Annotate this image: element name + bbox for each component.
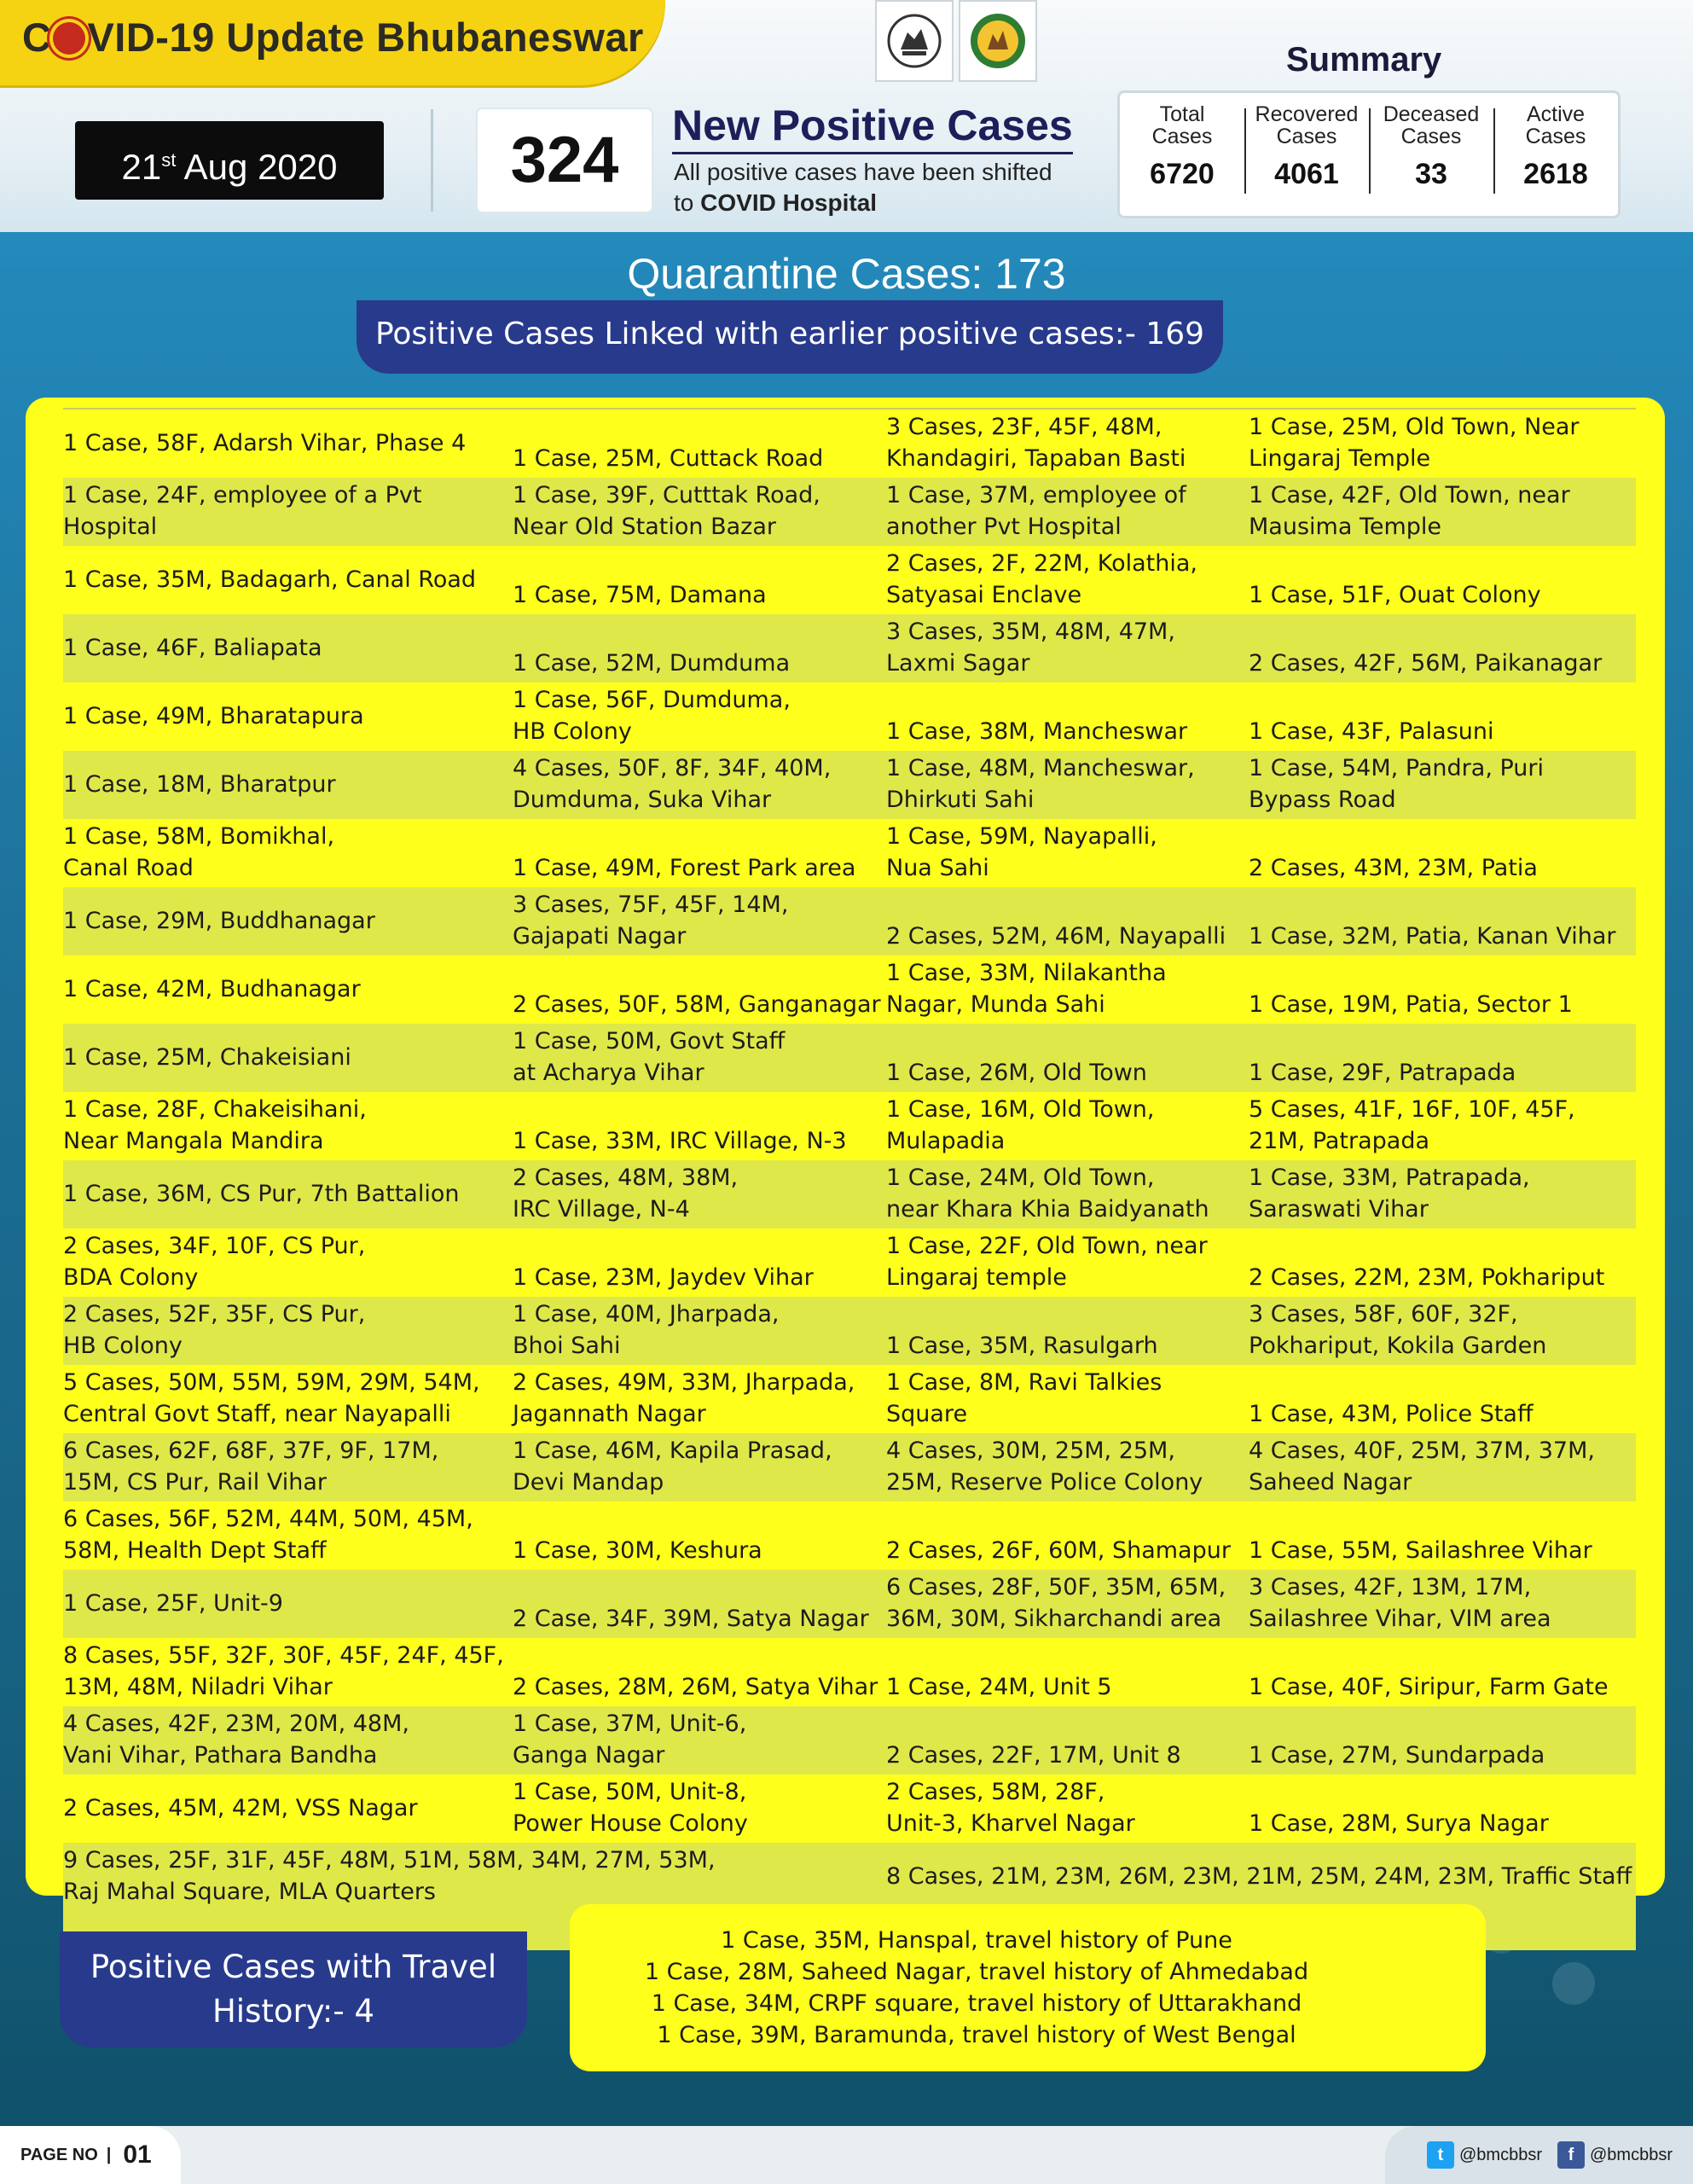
- summary-label: Total Cases: [1151, 102, 1213, 148]
- table-cell: 1 Case, 54M, Pandra, Puri Bypass Road: [1249, 755, 1545, 813]
- table-cell: 2 Cases, 52M, 46M, Nayapalli: [886, 923, 1226, 950]
- table-cell: 1 Case, 58F, Adarsh Vihar, Phase 4: [63, 429, 467, 456]
- table-cell: 4 Cases, 30M, 25M, 25M, 25M, Reserve Police Colony: [886, 1438, 1203, 1496]
- table-cell: 2 Cases, 43M, 23M, Patia: [1249, 855, 1538, 881]
- travel-cases-list: [570, 1904, 1486, 2071]
- table-cell: 1 Case, 37M, employee of another Pvt Hospital: [886, 482, 1186, 540]
- summary-label: Recovered Cases: [1255, 102, 1359, 148]
- table-cell: 2 Cases, 22F, 17M, Unit 8: [886, 1742, 1181, 1769]
- cases-table: [26, 398, 1665, 1905]
- new-cases-note: [674, 157, 1066, 218]
- table-cell: 1 Case, 42F, Old Town, near Mausima Temple: [1249, 482, 1570, 540]
- summary-value: 4061: [1274, 158, 1339, 190]
- table-cell: 2 Cases, 42F, 56M, Paikanagar: [1249, 650, 1603, 677]
- table-cell: 1 Case, 28M, Surya Nagar: [1249, 1810, 1549, 1837]
- table-cell: 1 Case, 24M, Unit 5: [886, 1674, 1112, 1700]
- date-day: 21: [121, 147, 162, 187]
- table-cell: 1 Case, 37M, Unit-6, Ganga Nagar: [513, 1711, 747, 1769]
- table-row: [63, 1638, 1636, 1706]
- table-cell: 1 Case, 33M, Patrapada, Saraswati Vihar: [1249, 1165, 1530, 1223]
- travel-item: 1 Case, 34M, CRPF square, travel history of Uttarakhand: [651, 1990, 1302, 2017]
- new-cases-title: New Positive Cases: [672, 101, 1073, 154]
- table-cell: 4 Cases, 40F, 25M, 37M, 37M, Saheed Nagar: [1249, 1438, 1595, 1496]
- page-title: [22, 14, 644, 61]
- summary-label: Active Cases: [1525, 102, 1586, 148]
- table-cell: 2 Cases, 2F, 22M, Kolathia, Satyasai Enclave: [886, 550, 1198, 608]
- table-cell: 5 Cases, 50M, 55M, 59M, 29M, 54M, Central Govt Staff, near Nayapalli: [63, 1369, 480, 1427]
- table-row: [63, 751, 1636, 819]
- table-cell: 3 Cases, 58F, 60F, 32F, Pokhariput, Kokila Garden: [1249, 1301, 1547, 1359]
- title-banner: [0, 0, 665, 85]
- table-cell: 1 Case, 28F, Chakeisihani, Near Mangala Mandira: [63, 1096, 367, 1154]
- travel-item: 1 Case, 28M, Saheed Nagar, travel history of Ahmedabad: [644, 1959, 1309, 1985]
- table-cell: 4 Cases, 42F, 23M, 20M, 48M, Vani Vihar, Pathara Bandha: [63, 1711, 409, 1769]
- table-row: [63, 546, 1636, 614]
- table-cell: 1 Case, 50M, Unit-8, Power House Colony: [513, 1779, 748, 1837]
- table-cell: 2 Cases, 52F, 35F, CS Pur, HB Colony: [63, 1301, 366, 1359]
- note-line: All positive cases have been shifted: [674, 159, 1052, 185]
- table-cell: 2 Cases, 45M, 42M, VSS Nagar: [63, 1794, 418, 1821]
- table-cell: 1 Case, 24F, employee of a Pvt Hospital: [63, 482, 422, 540]
- page-number: 01: [123, 2140, 152, 2169]
- twitter-handle: @bmcbbsr: [1459, 2145, 1542, 2164]
- cases-table-body: [63, 408, 1636, 1950]
- table-cell: 4 Cases, 50F, 8F, 34F, 40M, Dumduma, Suka Vihar: [513, 755, 832, 813]
- summary-value: 2618: [1523, 158, 1588, 190]
- date-suffix: st: [161, 149, 177, 171]
- summary-active: [1493, 93, 1618, 216]
- table-row: [63, 956, 1636, 1024]
- table-cell: 2 Cases, 49M, 33M, Jharpada, Jagannath Nagar: [513, 1369, 855, 1427]
- travel-item: 1 Case, 35M, Hanspal, travel history of Pune: [721, 1927, 1232, 1954]
- table-cell: 1 Case, 36M, CS Pur, 7th Battalion: [63, 1180, 460, 1207]
- linked-cases-banner: Positive Cases Linked with earlier positive cases:- 169: [357, 300, 1223, 374]
- odisha-emblem-logo: [875, 0, 954, 82]
- table-cell: 1 Case, 46F, Baliapata: [63, 634, 322, 661]
- title-prefix: C: [22, 15, 52, 60]
- table-cell: 1 Case, 48M, Mancheswar, Dhirkuti Sahi: [886, 755, 1195, 813]
- table-row: [63, 1706, 1636, 1774]
- table-cell: 1 Case, 30M, Keshura: [513, 1537, 762, 1564]
- table-row: [63, 614, 1636, 682]
- table-cell: 1 Case, 59M, Nayapalli, Nua Sahi: [886, 823, 1157, 881]
- table-cell: 1 Case, 43F, Palasuni: [1249, 718, 1494, 745]
- table-cell: 1 Case, 19M, Patia, Sector 1: [1249, 991, 1573, 1018]
- table-cell: 1 Case, 35M, Rasulgarh: [886, 1333, 1158, 1359]
- table-cell: 1 Case, 42M, Budhanagar: [63, 975, 361, 1002]
- table-cell: 6 Cases, 62F, 68F, 37F, 9F, 17M, 15M, CS Pur, Rail Vihar: [63, 1438, 439, 1496]
- table-cell: 1 Case, 49M, Bharatapura: [63, 702, 364, 729]
- bmc-logo: [959, 0, 1037, 82]
- travel-item: 1 Case, 39M, Baramunda, travel history of West Bengal: [657, 2022, 1296, 2048]
- summary-recovered: [1244, 93, 1369, 216]
- table-cell: 1 Case, 25F, Unit-9: [63, 1589, 283, 1617]
- twitter-icon: t: [1427, 2141, 1454, 2169]
- table-cell: 1 Case, 16M, Old Town, Mulapadia: [886, 1096, 1155, 1154]
- table-row: [63, 1297, 1636, 1365]
- table-cell: 1 Case, 25M, Cuttack Road: [513, 445, 824, 472]
- table-row: [63, 1502, 1636, 1570]
- note-place: COVID Hospital: [700, 189, 878, 216]
- table-cell: 1 Case, 38M, Mancheswar: [886, 718, 1188, 745]
- table-row: [63, 819, 1636, 887]
- summary-deceased: [1369, 93, 1493, 216]
- summary-value: 6720: [1150, 158, 1215, 190]
- table-cell: 5 Cases, 41F, 16F, 10F, 45F, 21M, Patrapada: [1249, 1096, 1575, 1154]
- table-cell: 6 Cases, 28F, 50F, 35M, 65M, 36M, 30M, Sikharchandi area: [886, 1574, 1226, 1632]
- table-cell: 6 Cases, 56F, 52M, 44M, 50M, 45M, 58M, Health Dept Staff: [63, 1506, 473, 1564]
- table-cell: 8 Cases, 21M, 23M, 26M, 23M, 21M, 25M, 24M, 23M, Traffic Staff: [886, 1862, 1632, 1890]
- table-row: [63, 887, 1636, 956]
- title-suffix: VID-19 Update Bhubaneswar: [87, 15, 644, 60]
- table-cell: 9 Cases, 25F, 31F, 45F, 48M, 51M, 58M, 34M, 27M, 53M, Raj Mahal Square, MLA Quarters: [63, 1847, 716, 1905]
- table-cell: 8 Cases, 55F, 32F, 30F, 45F, 24F, 45F, 13M, 48M, Niladri Vihar: [63, 1642, 504, 1700]
- table-row: [63, 1774, 1636, 1843]
- page-label: PAGE NO: [20, 2145, 98, 2164]
- table-cell: 1 Case, 32M, Patia, Kanan Vihar: [1249, 923, 1616, 950]
- facebook-icon: f: [1557, 2141, 1585, 2169]
- social-handles: [1385, 2126, 1693, 2184]
- table-cell: 1 Case, 8M, Ravi Talkies Square: [886, 1369, 1162, 1427]
- quarantine-heading: Quarantine Cases: 173: [627, 250, 1066, 298]
- table-cell: 2 Case, 34F, 39M, Satya Nagar: [513, 1606, 869, 1632]
- table-row: [63, 1433, 1636, 1502]
- report-date: [75, 121, 384, 200]
- table-cell: 3 Cases, 75F, 45F, 14M, Gajapati Nagar: [513, 892, 789, 950]
- table-cell: 1 Case, 55M, Sailashree Vihar: [1249, 1537, 1592, 1564]
- new-cases-count: 324: [478, 109, 652, 212]
- table-cell: 1 Case, 58M, Bomikhal, Canal Road: [63, 823, 335, 881]
- table-cell: 1 Case, 40M, Jharpada, Bhoi Sahi: [513, 1301, 780, 1359]
- table-cell: 2 Cases, 58M, 28F, Unit-3, Kharvel Nagar: [886, 1779, 1135, 1837]
- table-row: [63, 1570, 1636, 1638]
- virus-icon: [53, 22, 85, 55]
- table-cell: 1 Case, 33M, Nilakantha Nagar, Munda Sahi: [886, 960, 1167, 1018]
- table-cell: 1 Case, 23M, Jaydev Vihar: [513, 1264, 814, 1291]
- table-cell: 1 Case, 51F, Ouat Colony: [1249, 582, 1541, 608]
- table-cell: 1 Case, 29F, Patrapada: [1249, 1060, 1516, 1086]
- summary-value: 33: [1415, 158, 1447, 190]
- summary-total: [1120, 93, 1244, 216]
- date-month-year: Aug 2020: [183, 147, 338, 187]
- table-cell: 1 Case, 40F, Siripur, Farm Gate: [1249, 1674, 1609, 1700]
- table-cell: 2 Cases, 22M, 23M, Pokhariput: [1249, 1264, 1605, 1291]
- table-cell: 1 Case, 25M, Old Town, Near Lingaraj Temple: [1249, 414, 1580, 472]
- table-cell: 3 Cases, 23F, 45F, 48M, Khandagiri, Tapaban Basti: [886, 414, 1186, 472]
- facebook-handle: @bmcbbsr: [1590, 2145, 1673, 2164]
- summary-title: Summary: [1286, 41, 1442, 78]
- table-cell: 1 Case, 29M, Buddhanagar: [63, 907, 375, 934]
- table-row: [63, 1024, 1636, 1092]
- table-row: [63, 1160, 1636, 1228]
- table-row: [63, 682, 1636, 751]
- summary-box: [1117, 90, 1621, 218]
- table-row: [63, 410, 1636, 478]
- table-cell: 1 Case, 39F, Cutttak Road, Near Old Station Bazar: [513, 482, 820, 540]
- table-row: [63, 1365, 1636, 1433]
- facebook-link[interactable]: [1557, 2141, 1673, 2169]
- twitter-link[interactable]: [1427, 2141, 1542, 2169]
- table-cell: 3 Cases, 42F, 13M, 17M, Sailashree Vihar, VIM area: [1249, 1574, 1551, 1632]
- divider: [431, 109, 433, 212]
- table-cell: 1 Case, 56F, Dumduma, HB Colony: [513, 687, 791, 745]
- page-separator: |: [106, 2145, 112, 2164]
- table-cell: 1 Case, 18M, Bharatpur: [63, 770, 336, 798]
- table-cell: 2 Cases, 50F, 58M, Ganganagar: [513, 991, 881, 1018]
- table-row: [63, 478, 1636, 546]
- table-cell: 1 Case, 24M, Old Town, near Khara Khia Baidyanath: [886, 1165, 1209, 1223]
- table-cell: 1 Case, 33M, IRC Village, N-3: [513, 1128, 847, 1154]
- header-band: [0, 0, 1693, 232]
- table-cell: 1 Case, 46M, Kapila Prasad, Devi Mandap: [513, 1438, 832, 1496]
- table-cell: 2 Cases, 26F, 60M, Shamapur: [886, 1537, 1231, 1564]
- summary-label: Deceased Cases: [1383, 102, 1480, 148]
- table-cell: 1 Case, 43M, Police Staff: [1249, 1401, 1534, 1427]
- table-cell: 2 Cases, 28M, 26M, Satya Vihar: [513, 1674, 878, 1700]
- table-row: [63, 1092, 1636, 1160]
- table-cell: 2 Cases, 48M, 38M, IRC Village, N-4: [513, 1165, 739, 1223]
- table-cell: 1 Case, 75M, Damana: [513, 582, 767, 608]
- table-cell: 1 Case, 26M, Old Town: [886, 1060, 1147, 1086]
- table-cell: 1 Case, 52M, Dumduma: [513, 650, 791, 677]
- table-cell: 1 Case, 49M, Forest Park area: [513, 855, 856, 881]
- table-cell: 1 Case, 22F, Old Town, near Lingaraj temple: [886, 1233, 1208, 1291]
- table-cell: 3 Cases, 35M, 48M, 47M, Laxmi Sagar: [886, 619, 1175, 677]
- table-row: [63, 1228, 1636, 1297]
- table-cell: 1 Case, 50M, Govt Staff at Acharya Vihar: [513, 1028, 786, 1086]
- note-to: to: [674, 189, 694, 216]
- table-cell: 1 Case, 27M, Sundarpada: [1249, 1742, 1545, 1769]
- table-cell: 2 Cases, 34F, 10F, CS Pur, BDA Colony: [63, 1233, 366, 1291]
- travel-cases-label: Positive Cases with Travel History:- 4: [60, 1931, 527, 2048]
- table-cell: 1 Case, 25M, Chakeisiani: [63, 1043, 351, 1071]
- table-cell: 1 Case, 35M, Badagarh, Canal Road: [63, 566, 477, 593]
- page-number-tab: [0, 2126, 181, 2184]
- decor-circle: [1552, 1962, 1595, 2005]
